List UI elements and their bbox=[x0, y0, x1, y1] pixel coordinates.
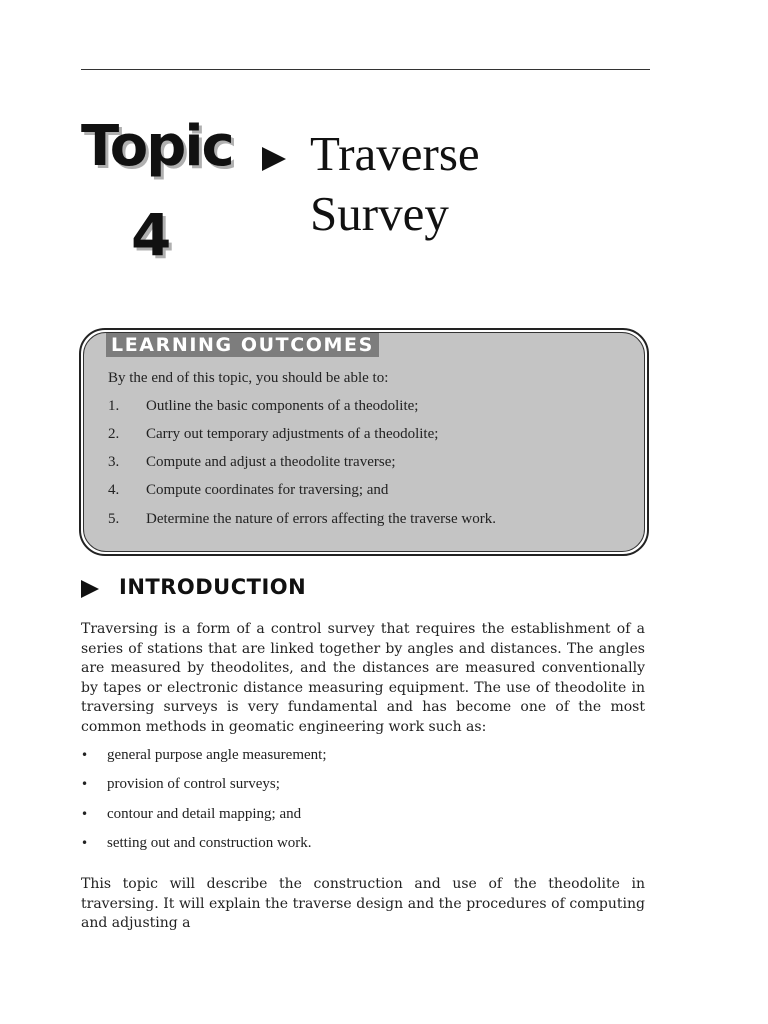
bullet-icon: • bbox=[81, 748, 89, 762]
chapter-title-line-1: Traverse bbox=[310, 126, 480, 181]
outcome-item bbox=[108, 398, 418, 415]
outcome-number: 3. bbox=[108, 454, 120, 470]
topic-number: 4 bbox=[131, 201, 172, 269]
top-rule bbox=[81, 69, 650, 70]
play-triangle-icon bbox=[81, 580, 99, 598]
chapter-title-line-2: Survey bbox=[310, 186, 449, 241]
closing-paragraph: This topic will describe the construction and use of the theodolite in traversing. It will explain the traverse design and the procedures of computing and adjusting a bbox=[81, 876, 645, 932]
list-item bbox=[81, 835, 312, 852]
outcome-text: Compute coordinates for traversing; and bbox=[146, 482, 389, 498]
learning-outcomes-intro: By the end of this topic, you should be able to: bbox=[108, 370, 389, 386]
list-item-text: provision of control surveys; bbox=[107, 776, 280, 792]
topic-label: Topic bbox=[81, 114, 233, 179]
list-item-text: contour and detail mapping; and bbox=[107, 806, 302, 822]
outcome-text: Outline the basic components of a theodolite; bbox=[146, 398, 419, 414]
outcome-item bbox=[108, 511, 496, 528]
outcome-number: 2. bbox=[108, 426, 120, 442]
play-triangle-icon bbox=[262, 147, 286, 171]
list-item bbox=[81, 747, 327, 764]
outcome-item bbox=[108, 482, 388, 499]
outcome-text: Determine the nature of errors affecting the traverse work. bbox=[146, 511, 496, 527]
outcome-number: 4. bbox=[108, 482, 120, 498]
bullet-icon: • bbox=[81, 836, 89, 850]
outcome-text: Carry out temporary adjustments of a theodolite; bbox=[146, 426, 439, 442]
outcome-number: 1. bbox=[108, 398, 120, 414]
list-item-text: general purpose angle measurement; bbox=[107, 747, 327, 763]
chapter-title bbox=[310, 124, 640, 244]
section-heading: INTRODUCTION bbox=[119, 575, 307, 599]
list-item-text: setting out and construction work. bbox=[107, 835, 312, 851]
list-item bbox=[81, 806, 301, 823]
bullet-icon: • bbox=[81, 807, 89, 821]
list-item bbox=[81, 776, 280, 793]
intro-paragraph: Traversing is a form of a control survey that requires the establishment of a series of stations that are linked together by angles and distances. The angles are measured by theodolites, and the distances are measured conventionally by tapes or electronic distance measuring equipment. The use of theodolite in traversing surveys is very fundamental and has become one of the most common methods in geomatic engineering work such as: bbox=[81, 621, 645, 735]
bullet-icon: • bbox=[81, 777, 89, 791]
outcome-item bbox=[108, 426, 438, 443]
outcome-item bbox=[108, 454, 396, 471]
outcome-text: Compute and adjust a theodolite traverse; bbox=[146, 454, 396, 470]
learning-outcomes-heading: LEARNING OUTCOMES bbox=[106, 333, 379, 357]
outcome-number: 5. bbox=[108, 511, 120, 527]
